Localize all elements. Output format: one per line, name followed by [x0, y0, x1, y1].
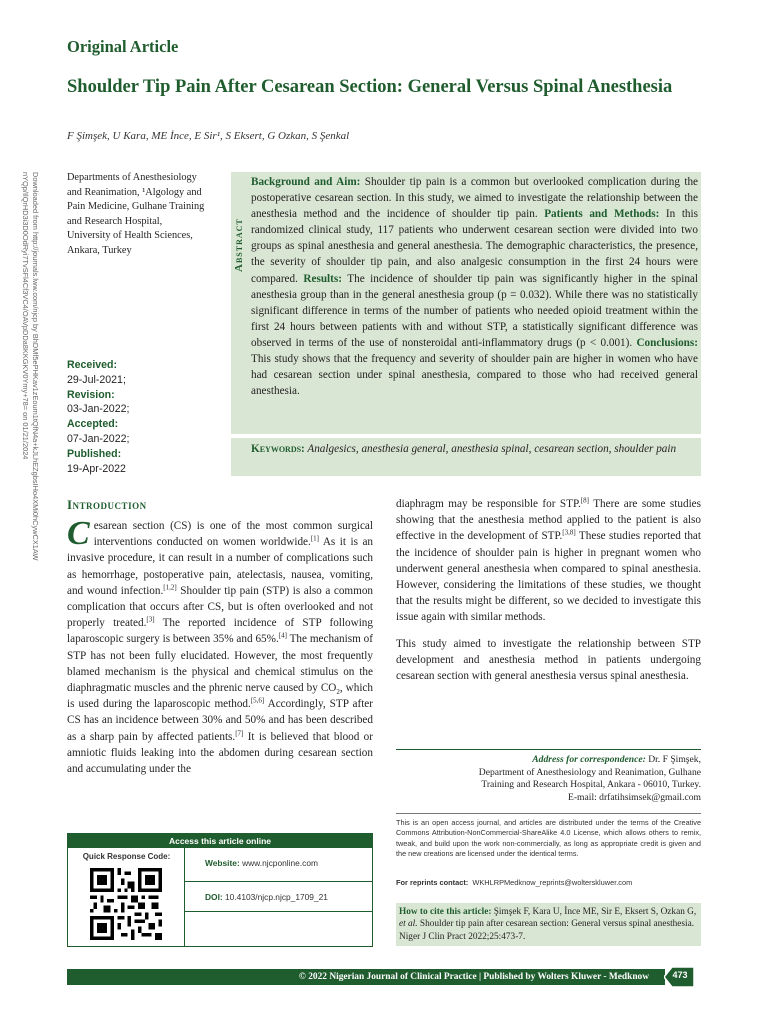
- doi-link[interactable]: 10.4103/njcp.njcp_1709_21: [222, 892, 328, 902]
- paragraph: [396, 496, 701, 626]
- access-online-box: [67, 833, 373, 947]
- body-text: As it is an invasive procedure, it can result in a number of complications such as hemorrhage, postoperative pain, atelectasis, nausea, vomiting, and wound infection.: [67, 536, 373, 597]
- introduction-left-column: [67, 515, 374, 777]
- cite-etal: et al.: [399, 919, 418, 930]
- abstract-label: [230, 176, 248, 272]
- background-label: Background and Aim:: [251, 176, 361, 188]
- cite-text: Shoulder tip pain after cesarean section: General versus spinal anesthesia. Niger J Clin Pract 2022;25:473-7.: [399, 919, 695, 942]
- access-heading: Access this article online: [68, 834, 372, 848]
- correspondence-address: [396, 749, 701, 804]
- body-text: Shoulder tip pain (STP) is also a common complication that occurs after CS, but is often overlooked and not properly treated.: [67, 584, 374, 630]
- correspondence-line: Training and Research Hospital, Ankara - 06010, Turkey.: [481, 779, 701, 790]
- citation-ref[interactable]: [4]: [278, 631, 287, 640]
- received-date: 29-Jul-2021;: [67, 373, 126, 386]
- abstract-label-text: Abstract: [233, 218, 245, 272]
- open-access-note: This is an open access journal, and articles are distributed under the terms of the Creative Commons Attribution-NonCommercial-ShareAlike 4.0 License, which allows others to remix, tweak, and build upon the work non-commercially, as long as appropriate credit is given and the new creations are licensed under the identical terms.: [396, 813, 701, 859]
- citation-ref[interactable]: [3,8]: [562, 528, 576, 537]
- body-text: Accordingly, STP after CS has an incidence between 30% and 50% and has been described as a sharp pain by affected patients.: [67, 698, 374, 743]
- reprints-email[interactable]: WKHLRPMedknow_reprints@wolterskluwer.com: [472, 878, 633, 887]
- correspondence-label: Address for correspondence:: [532, 754, 646, 765]
- background-text: Shoulder tip pain is a common but overlooked complication during the postoperative cesarean section. In this study, we aimed to investigate the relationship between the anesthesia method and the incidence of shoulder tip pain.: [251, 176, 699, 221]
- qr-code-icon[interactable]: [90, 868, 162, 940]
- abstract-text: [251, 174, 698, 399]
- download-watermark: [4, 172, 44, 652]
- page-number-badge: [664, 965, 692, 989]
- received-label: Received:: [67, 359, 118, 371]
- introduction-right-column: [396, 496, 701, 694]
- subscript: 2: [336, 688, 340, 697]
- published-date: 19-Apr-2022: [67, 462, 126, 475]
- article-dates: [67, 358, 217, 476]
- doi-label: DOI:: [205, 892, 223, 902]
- conclusions-label: Conclusions:: [636, 336, 698, 349]
- body-text: It is believed that blood or amniotic fluids leaking into the abdomen during cesarean section and accumulating under the: [67, 730, 373, 776]
- results-text: The incidence of shoulder tip pain was significantly higher in the spinal anesthesia group than in the general anesthesia group (p = 0.032). While there was no statistically significant difference in terms of the number of patients who needed opioid treatment within the first 24 hours between patients with and without STP, a statistically significant difference was observed in terms of the use of nonsteroidal anti-inflammatory drugs (p < 0.001).: [251, 272, 699, 349]
- keywords-text: Analgesics, anesthesia general, anesthesia spinal, cesarean section, shoulder pain: [304, 443, 677, 455]
- correspondence-email[interactable]: E-mail: drfatihsimsek@gmail.com: [568, 791, 701, 803]
- body-text: diaphragm may be responsible for STP.: [396, 498, 581, 510]
- correspondence-name: Dr. F Şimşek,: [645, 754, 701, 765]
- affiliation: Departments of Anesthesiology and Reanimation, ¹Algology and Pain Medicine, Gulhane Training and Research Hospital, University of Health Sciences, Ankara, Turkey: [67, 172, 205, 256]
- keywords: [251, 442, 698, 457]
- citation-ref[interactable]: [1,2]: [163, 583, 177, 592]
- revision-date: 03-Jan-2022;: [67, 403, 130, 416]
- citation-ref[interactable]: [3]: [146, 615, 155, 624]
- citation-ref[interactable]: [8]: [580, 496, 589, 505]
- revision-label: Revision:: [67, 388, 115, 401]
- website-label: Website:: [205, 858, 240, 868]
- body-text: There are some studies showing that the anesthesia method applied to the patient is also effective in the development of STP.: [396, 498, 702, 543]
- citation-ref[interactable]: [1]: [310, 534, 319, 543]
- website-link[interactable]: www.njcponline.com: [239, 858, 318, 868]
- paragraph: This study aimed to investigate the relationship between STP development and anesthesia method in patients undergoing cesarean section with general anesthesia versus spinal anesthesia.: [396, 637, 701, 683]
- drop-cap: C: [67, 515, 90, 552]
- article-type: Original Article: [67, 37, 179, 56]
- page-number: 473: [672, 970, 688, 980]
- correspondence-line: Department of Anesthesiology and Reanimation, Gulhane: [478, 766, 701, 778]
- footer-bar: © 2022 Nigerian Journal of Clinical Practice | Published by Wolters Kluwer - Medknow: [67, 969, 665, 985]
- reprints-contact: [396, 878, 701, 887]
- published-label: Published:: [67, 447, 122, 460]
- methods-text: In this randomized clinical study, 117 patients who underwent cesarean section were divided into two groups as spinal anesthesia and general anesthesia. The demographic characteristics, the presence, the severity of shoulder tip pain, and also analgesic consumption in the first 24 hours were compared.: [251, 208, 698, 285]
- cite-authors: Şimşek F, Kara U, İnce ME, Sir E, Eksert S, Ozkan G,: [491, 907, 697, 917]
- conclusions-text: This study shows that the frequency and severity of shoulder pain are higher in women who have had cesarean section under spinal anesthesia, compared to those who had received general anesthesia.: [251, 353, 698, 398]
- body-text: These studies reported that the incidence of shoulder pain is higher in pregnant women who underwent general anesthesia when compared to spinal anesthesia. However, considering the limitations of these studies, we thought that the results might be different, so we decided to investigate this issue again with similar methods.: [396, 530, 701, 624]
- author-list: F Şimşek, U Kara, ME İnce, E Sir¹, S Eksert, G Ozkan, S Şenkal: [67, 130, 350, 142]
- qr-cell: [68, 848, 185, 946]
- doi-row: [185, 882, 372, 912]
- citation-ref[interactable]: [5,6]: [250, 696, 265, 705]
- website-row: [185, 848, 372, 882]
- qr-label: Quick Response Code:: [82, 852, 171, 861]
- reprints-label: For reprints contact:: [396, 878, 469, 887]
- accepted-date: 07-Jan-2022;: [67, 432, 130, 445]
- body-text: The mechanism of STP has not been fully elucidated. However, the most frequently blamed mechanism is the physical and chemical stimulus on the diaphragmatic muscles and the phrenic nerve caused by CO: [67, 633, 373, 695]
- how-to-cite-box: [396, 903, 701, 946]
- citation-ref[interactable]: [7]: [235, 728, 244, 737]
- results-label: Results:: [303, 272, 342, 285]
- download-watermark-text: Downloaded from http://journals.lww.com/njcp by BhDMf5ePHKav1zEoum1tQfN4a+kJLhEZgbsIHo4XMi0hCywCX1AW nYQp/IlQrHD3i3D0OdRyi7TvSFl4Cf3VC4/OAVpDDa8KKGKV0Ymy+78= on 01/21/2024: [21, 172, 40, 561]
- body-text: , which is used during the laparoscopic method.: [67, 682, 373, 711]
- accepted-label: Accepted:: [67, 418, 119, 431]
- methods-label: Patients and Methods:: [544, 208, 660, 221]
- article-title: Shoulder Tip Pain After Cesarean Section: General Versus Spinal Anesthesia: [67, 77, 673, 97]
- keywords-label: Keywords:: [251, 443, 305, 455]
- introduction-heading: Introduction: [67, 497, 147, 512]
- body-text: The reported incidence of STP following laparoscopic surgery is between 35% and 65%.: [67, 617, 373, 646]
- body-text: esarean section (CS) is one of the most common surgical interventions conducted on women worldwide.: [93, 520, 373, 549]
- cite-label: How to cite this article:: [399, 907, 492, 917]
